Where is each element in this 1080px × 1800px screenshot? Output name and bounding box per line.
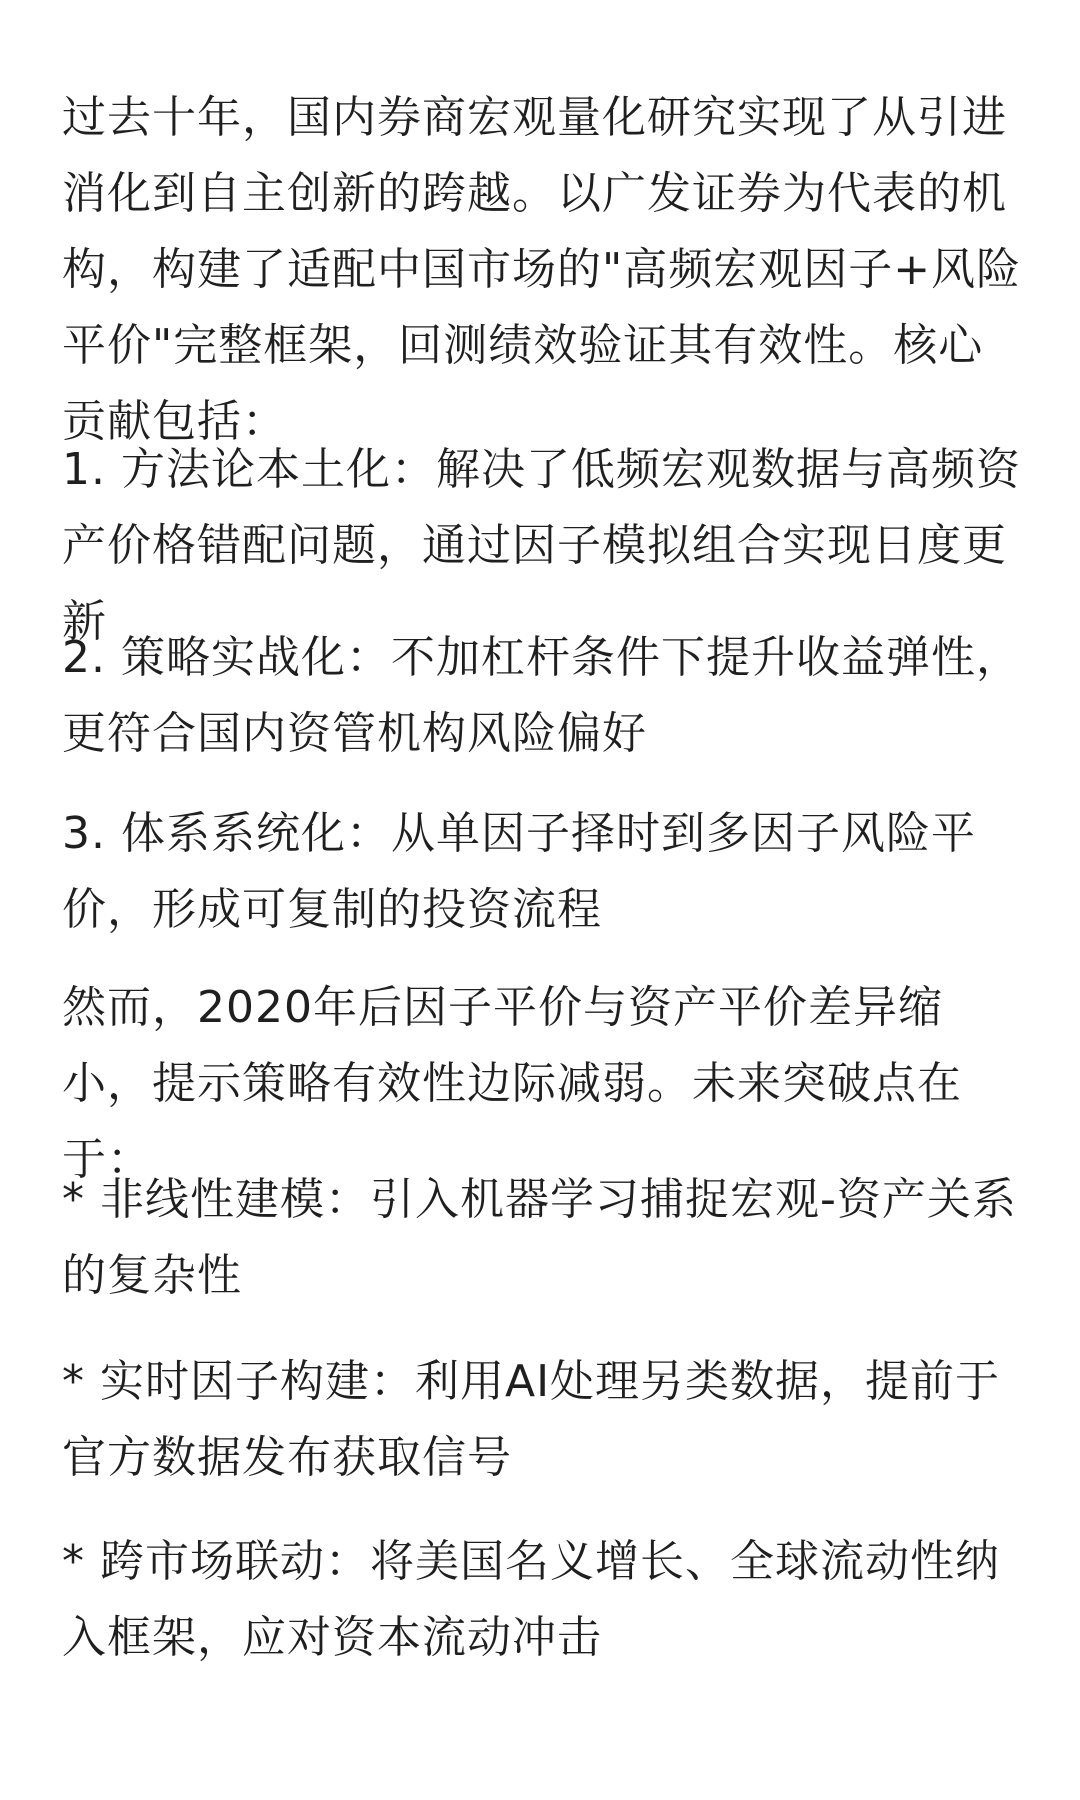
breakthrough-item-2: * 实时因子构建：利用AI处理另类数据，提前于官方数据发布获取信号 <box>62 1356 1001 1483</box>
outro-paragraph: 然而，2020年后因子平价与资产平价差异缩小，提示策略有效性边际减弱。未来突破点在于： <box>62 982 962 1185</box>
contribution-item-2: 2. 策略实战化：不加杠杆条件下提升收益弹性，更符合国内资管机构风险偏好 <box>62 632 1021 759</box>
intro-paragraph: 过去十年，国内券商宏观量化研究实现了从引进消化到自主创新的跨越。以广发证券为代表的机构，构建了适配中国市场的"高频宏观因子+风险平价"完整框架，回测绩效验证其有效性。核心贡献包括： <box>62 92 1022 447</box>
contribution-item-1: 1. 方法论本土化：解决了低频宏观数据与高频资产价格错配问题，通过因子模拟组合实现日度更新 <box>62 444 1021 647</box>
contribution-item-3: 3. 体系系统化：从单因子择时到多因子风险平价，形成可复制的投资流程 <box>62 808 976 935</box>
breakthrough-item-3: * 跨市场联动：将美国名义增长、全球流动性纳入框架，应对资本流动冲击 <box>62 1536 1000 1663</box>
breakthrough-item-1: * 非线性建模：引入机器学习捕捉宏观-资产关系的复杂性 <box>62 1174 1017 1301</box>
